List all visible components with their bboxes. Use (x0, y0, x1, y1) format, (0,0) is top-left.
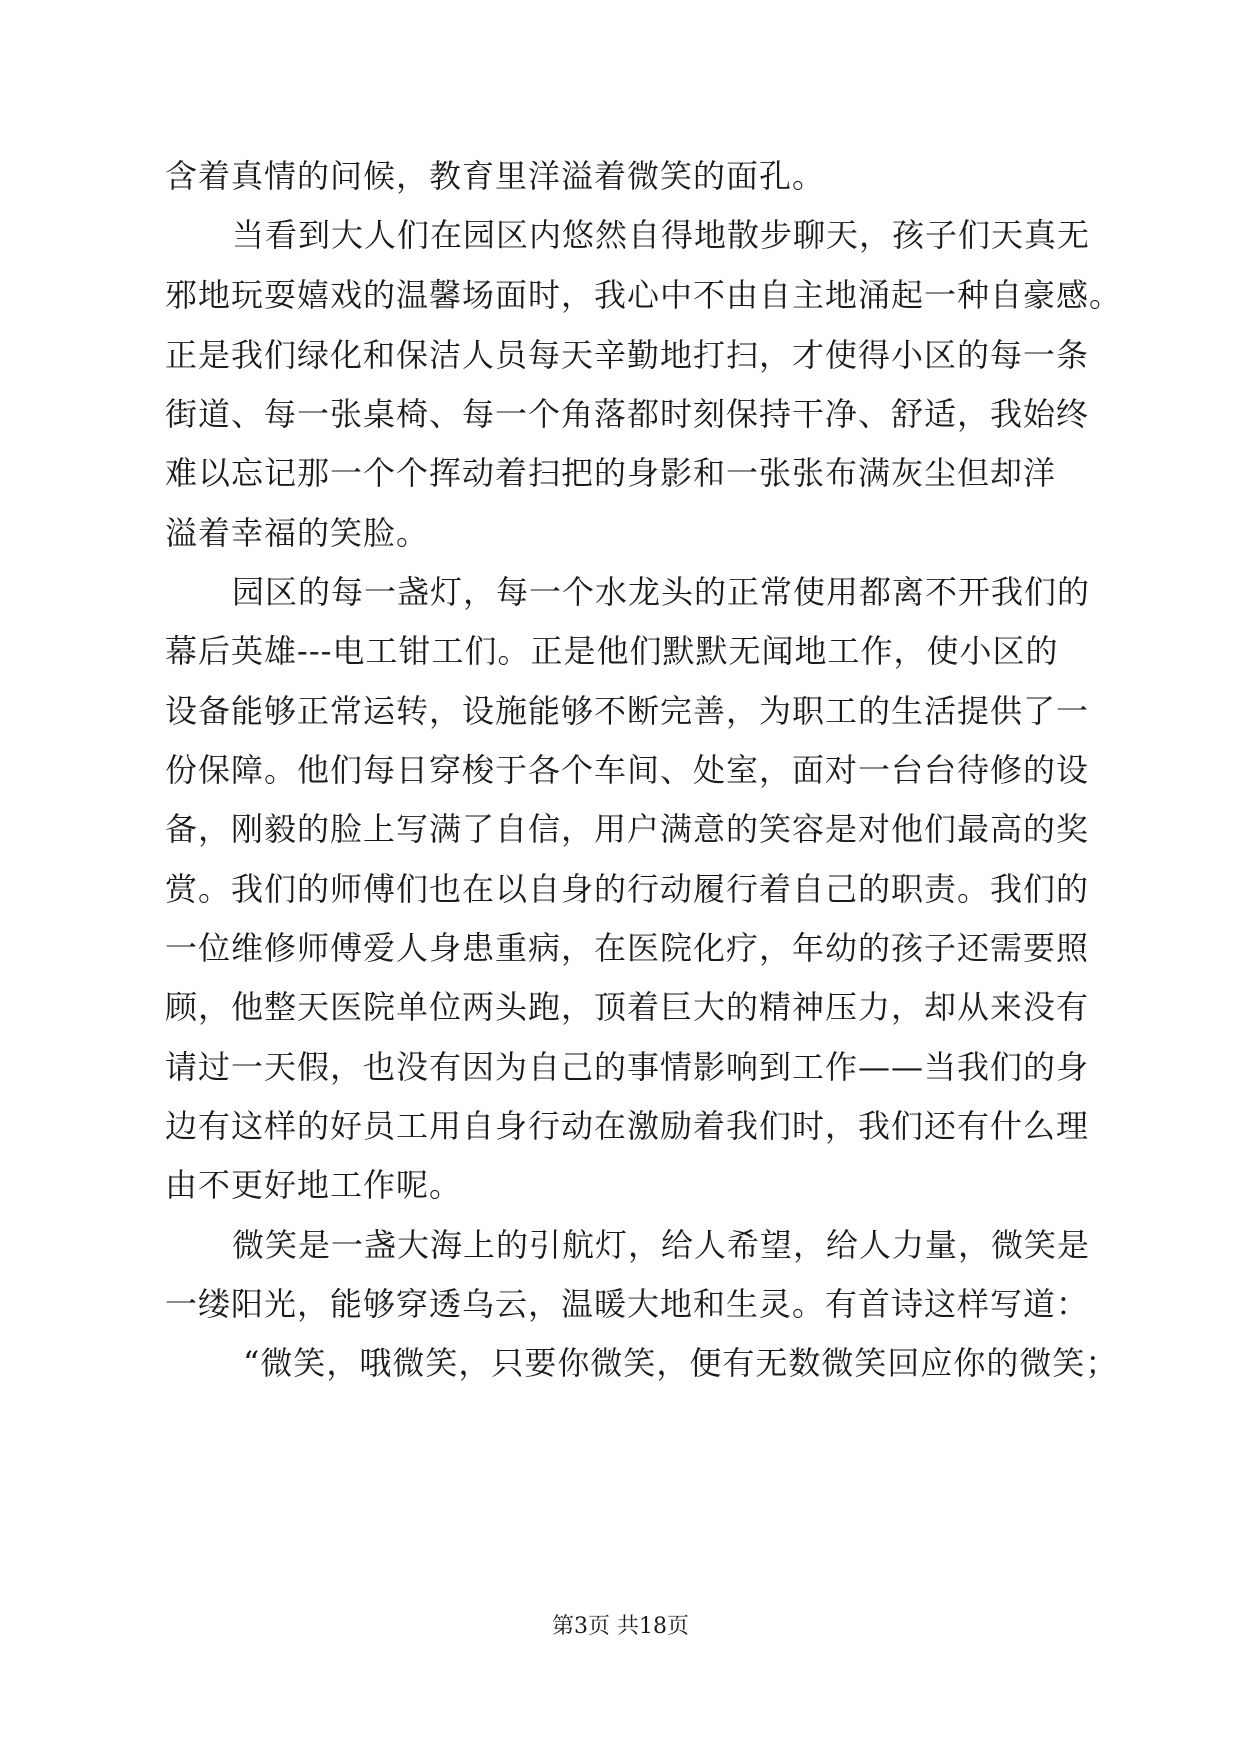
text-line: 街道、每一张桌椅、每一个角落都时刻保持干净、舒适，我始终 (165, 395, 1090, 433)
text-line: 含着真情的问候，教育里洋溢着微笑的面孔。 (165, 157, 826, 195)
text-line: “微笑，哦微笑，只要你微笑，便有无数微笑回应你的微笑； (243, 1344, 1119, 1382)
text-line: 赏。我们的师傅们也在以自身的行动履行着自己的职责。我们的 (165, 870, 1090, 908)
page-footer: 第3页 共18页 (552, 1614, 689, 1639)
text-line: 份保障。他们每日穿梭于各个车间、处室，面对一台台待修的设 (165, 751, 1090, 789)
text-line: 正是我们绿化和保洁人员每天辛勤地打扫，才使得小区的每一条 (165, 336, 1090, 374)
text-line: 一缕阳光，能够穿透乌云，温暖大地和生灵。有首诗这样写道： (165, 1285, 1090, 1323)
text-line: 园区的每一盏灯，每一个水龙头的正常使用都离不开我们的 (232, 573, 1091, 611)
text-line: 请过一天假，也没有因为自己的事情影响到工作——当我们的身 (165, 1048, 1090, 1086)
text-line: 设备能够正常运转，设施能够不断完善，为职工的生活提供了一 (165, 692, 1090, 730)
text-line: 当看到大人们在园区内悠然自得地散步聊天，孩子们天真无 (232, 216, 1091, 254)
text-line: 邪地玩耍嬉戏的温馨场面时，我心中不由自主地涌起一种自豪感。 (165, 276, 1123, 314)
text-line: 边有这样的好员工用自身行动在激励着我们时，我们还有什么理 (165, 1107, 1090, 1145)
text-line: 难以忘记那一个个挥动着扫把的身影和一张张布满灰尘但却洋 (165, 454, 1057, 492)
text-line: 微笑是一盏大海上的引航灯，给人希望，给人力量，微笑是 (232, 1226, 1091, 1264)
text-line: 由不更好地工作呢。 (165, 1166, 463, 1204)
text-line: 溢着幸福的笑脸。 (165, 514, 430, 552)
text-line: 幕后英雄---电工钳工们。正是他们默默无闻地工作，使小区的 (165, 632, 1059, 670)
text-line: 一位维修师傅爱人身患重病，在医院化疗，年幼的孩子还需要照 (165, 929, 1090, 967)
text-line: 顾，他整天医院单位两头跑，顶着巨大的精神压力，却从来没有 (165, 988, 1090, 1026)
text-line: 备，刚毅的脸上写满了自信，用户满意的笑容是对他们最高的奖 (165, 810, 1090, 848)
